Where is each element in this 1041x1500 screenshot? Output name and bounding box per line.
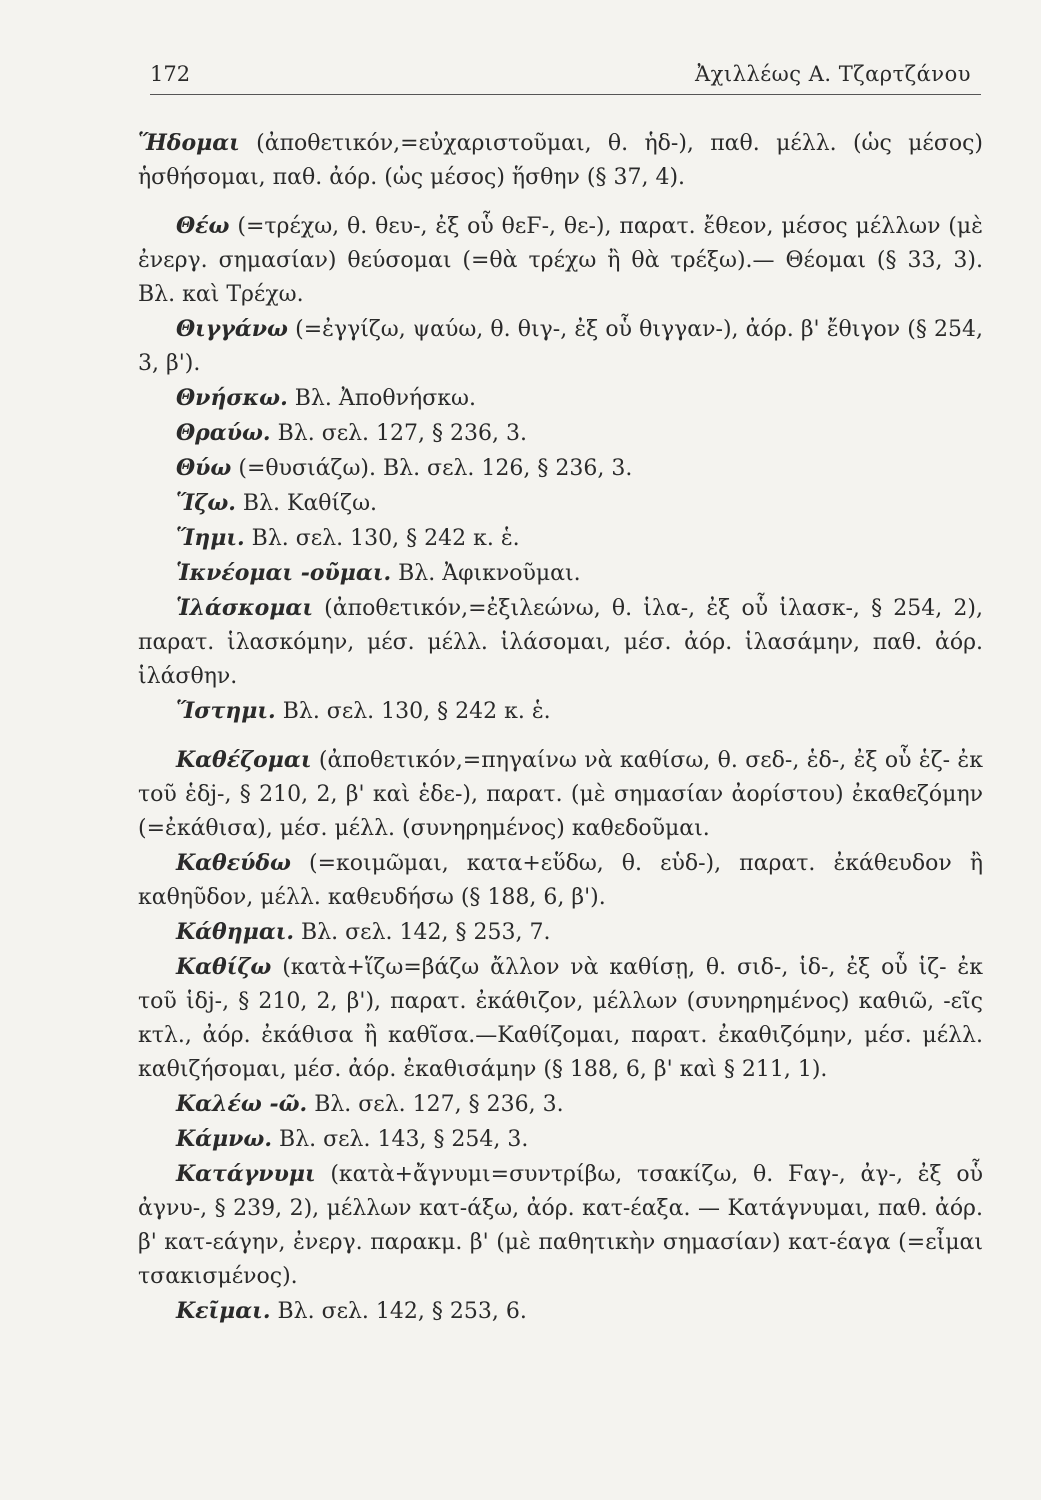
entry — [138, 312, 983, 381]
entry — [138, 451, 983, 486]
definition: (κατὰ+ἵζω=βάζω ἄλλον νὰ καθίσῃ, θ. σιδ-, ἱδ-, ἐξ οὗ ἱζ- ἐκ τοῦ ἱδj-, § 210, 2, β'), παρατ. ἐκάθιζον, μέλλων (συνηρημένος) καθιῶ, -εῖς κτλ., ἀόρ. ἐκάθισα ἢ καθῖσα.—Καθίζομαι, παρατ. ἐκαθιζόμην, μέσ. μέλλ. καθιζήσομαι, μέσ. ἀόρ. ἐκαθισάμην (§ 188, 6, β' καὶ § 211, 1). — [138, 955, 983, 1082]
lemma: Θύω — [176, 455, 232, 481]
definition: Βλ. σελ. 142, § 253, 6. — [270, 1299, 527, 1324]
definition: (ἀποθετικόν,=ἐξιλεώνω, θ. ἱλα-, ἐξ οὗ ἱλασκ-, § 254, 2), παρατ. ἱλασκόμην, μέσ. μέλλ. ἱλάσομαι, μέσ. ἀόρ. ἱλασάμην, παθ. ἀόρ. ἱλάσθην. — [138, 596, 983, 689]
entry — [138, 694, 983, 729]
definition: (=θυσιάζω). Βλ. σελ. 126, § 236, 3. — [231, 456, 633, 481]
entry — [138, 521, 983, 556]
entry — [138, 743, 983, 846]
lemma: Κάθημαι. — [176, 919, 295, 945]
entry — [138, 1122, 983, 1157]
lemma: Κεῖμαι. — [176, 1298, 271, 1324]
definition: (ἀποθετικόν,=πηγαίνω νὰ καθίσω, θ. σεδ-, ἑδ-, ἐξ οὗ ἑζ- ἐκ τοῦ ἑδj-, § 210, 2, β' καὶ ἑδε-), παρατ. (μὲ σημασίαν ἀορίστου) ἐκαθεζόμην (=ἐκάθισα), μέσ. μέλλ. (συνηρημένος) καθεδοῦμαι. — [138, 748, 983, 841]
lemma: Ἵημι. — [176, 525, 245, 551]
entry — [138, 486, 983, 521]
entry — [138, 950, 983, 1087]
definition: (=κοιμῶμαι, κατα+εὕδω, θ. εὑδ-), παρατ. ἐκάθευδον ἢ καθηῦδον, μέλλ. καθευδήσω (§ 188, 6, β'). — [138, 851, 983, 910]
entry — [138, 556, 983, 591]
lemma: Καθέζομαι — [176, 747, 312, 773]
lemma: Καλέω -ῶ. — [176, 1091, 308, 1117]
entry — [138, 1294, 983, 1329]
definition: (ἀποθετικόν,=εὐχαριστοῦμαι, θ. ἡδ-), παθ. μέλλ. (ὡς μέσος) ἡσθήσομαι, παθ. ἀόρ. (ὡς μέσος) ἥσθην (§ 37, 4). — [138, 131, 983, 190]
entry — [138, 209, 983, 312]
lemma: Ἱλάσκομαι — [176, 595, 313, 621]
entry — [138, 1157, 983, 1294]
definition: (=ἐγγίζω, ψαύω, θ. θιγ-, ἐξ οὗ θιγγαν-), ἀόρ. β' ἔθιγον (§ 254, 3, β'). — [138, 317, 983, 376]
entry — [138, 915, 983, 950]
definition: Βλ. σελ. 130, § 242 κ. ἑ. — [244, 526, 520, 551]
entries-body — [138, 126, 983, 1329]
definition: Βλ. σελ. 127, § 236, 3. — [270, 421, 527, 446]
entry — [138, 846, 983, 915]
definition: Βλ. Ἀποθνήσκω. — [287, 386, 476, 411]
page-header — [150, 58, 981, 95]
entry — [138, 416, 983, 451]
definition: Βλ. σελ. 142, § 253, 7. — [294, 920, 551, 945]
lemma: Θιγγάνω — [176, 316, 288, 342]
definition: Βλ. σελ. 130, § 242 κ. ἑ. — [275, 699, 551, 724]
page-number: 172 — [150, 62, 191, 86]
entry — [138, 126, 983, 195]
lemma: Ἵζω. — [176, 490, 236, 516]
lemma: Ἵστημι. — [176, 698, 276, 724]
definition: Βλ. Καθίζω. — [235, 491, 378, 516]
definition: Βλ. σελ. 143, § 254, 3. — [272, 1127, 529, 1152]
lemma: Καθίζω — [176, 954, 272, 980]
entry — [138, 1087, 983, 1122]
definition: (=τρέχω, θ. θευ-, ἐξ οὗ θεϜ-, θε-), παρατ. ἔθεον, μέσος μέλλων (μὲ ἐνεργ. σημασίαν) θεύσομαι (=θὰ τρέχω ἢ θὰ τρέξω).— Θέομαι (§ 33, 3). Βλ. καὶ Τρέχω. — [138, 214, 983, 307]
lemma: Θραύω. — [176, 420, 271, 446]
definition: Βλ. Ἀφικνοῦμαι. — [391, 561, 581, 586]
lemma: Θνήσκω. — [176, 385, 288, 411]
lemma: Κατάγνυμι — [176, 1161, 316, 1187]
lemma: Θέω — [176, 213, 230, 239]
entry — [138, 591, 983, 694]
running-head: Ἀχιλλέως Α. Τζαρτζάνου — [695, 62, 971, 86]
lemma: Ἥδομαι — [138, 130, 240, 156]
entry — [138, 381, 983, 416]
lemma: Καθεύδω — [176, 850, 291, 876]
lemma: Κάμνω. — [176, 1126, 273, 1152]
definition: (κατὰ+ἄγνυμι=συντρίβω, τσακίζω, θ. Ϝαγ-, ἀγ-, ἐξ οὗ ἀγνυ-, § 239, 2), μέλλων κατ-άξω, ἀόρ. κατ-έαξα. — Κατάγνυμαι, παθ. ἀόρ. β' κατ-εάγην, ἐνεργ. παρακμ. β' (μὲ παθητικὴν σημασίαν) κατ-έαγα (=εἶμαι τσακισμένος). — [138, 1162, 983, 1289]
lemma: Ἱκνέομαι -οῦμαι. — [176, 560, 392, 586]
definition: Βλ. σελ. 127, § 236, 3. — [307, 1092, 564, 1117]
